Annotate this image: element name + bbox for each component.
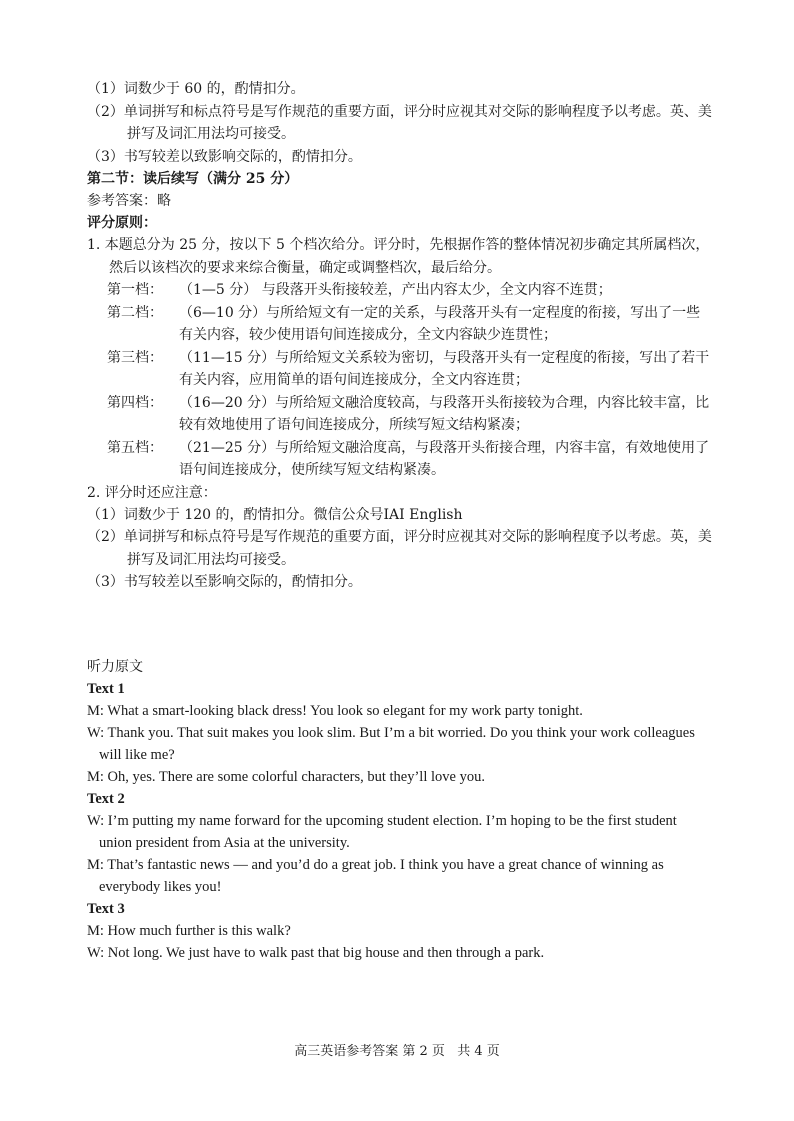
reference-answer: 参考答案：略 <box>87 193 171 209</box>
scoring-rule-2: 2. 评分时还应注意： <box>87 484 217 501</box>
tier-2 <box>107 302 712 347</box>
rule2-item-3: （3）书写较差以至影响交际的，酌情扣分。 <box>87 574 362 590</box>
section-gap <box>87 594 712 656</box>
text-1-title: Text 1 <box>87 680 125 697</box>
dialogue-line: M: Oh, yes. There are some colorful characters, but they’ll love you. <box>87 768 485 785</box>
dialogue-line: W: Thank you. That suit makes you look slim. But I’m a bit worried. Do you think your work colleagues will like me? <box>87 724 695 763</box>
note-1: （1）词数少于 60 的，酌情扣分。 <box>87 81 305 97</box>
tier-4 <box>107 392 712 437</box>
tier-label: 第一档： <box>107 282 163 298</box>
scoring-title: 评分原则： <box>87 215 157 231</box>
tier-text: （11—15 分）与所给短文关系较为密切，与段落开头有一定程度的衔接，写出了若干有关内容，应用简单的语句间连接成分，全文内容连贯； <box>179 349 710 388</box>
dialogue-line: W: I’m putting my name forward for the upcoming student election. I’m hoping to be the first student union president from Asia at the university. <box>87 812 677 851</box>
tier-1 <box>107 279 712 302</box>
tier-text: （16—20 分）与所给短文融洽度较高，与段落开头衔接较为合理，内容比较丰富，比较有效地使用了语句间连接成分，所续写短文结构紧凑； <box>179 394 710 433</box>
dialogue-line: W: Not long. We just have to walk past that big house and then through a park. <box>87 944 545 961</box>
tier-text: （1—5 分） 与段落开头衔接较差，产出内容太少，全文内容不连贯； <box>179 282 612 298</box>
tier-5 <box>107 437 712 482</box>
rule2-item-2: （2）单词拼写和标点符号是写作规范的重要方面，评分时应视其对交际的影响程度予以考虑。英，美拼写及词汇用法均可接受。 <box>87 529 712 568</box>
rule2-item-1: （1）词数少于 120 的，酌情扣分。微信公众号IAI English <box>87 506 463 523</box>
tier-label: 第四档： <box>107 394 163 411</box>
text-3-title: Text 3 <box>87 900 125 917</box>
dialogue-line: M: What a smart-looking black dress! You look so elegant for my work party tonight. <box>87 702 583 719</box>
note-3: （3）书写较差以致影响交际的，酌情扣分。 <box>87 148 362 165</box>
listening-title: 听力原文 <box>87 658 143 675</box>
scoring-rule-1: 1. 本题总分为 25 分，按以下 5 个档次给分。评分时，先根据作答的整体情况初步确定其所属档次，然后以该档次的要求来综合衡量，确定或调整档次，最后给分。 <box>87 237 710 276</box>
tier-label: 第三档： <box>107 349 163 366</box>
section-title: 第二节：读后续写（满分 25 分） <box>87 171 299 187</box>
page-content <box>87 78 712 964</box>
page-footer: 高三英语参考答案 第 2 页 共 4 页 <box>294 1044 500 1059</box>
tier-text: （6—10 分）与所给短文有一定的关系，与段落开头有一定程度的衔接，写出了一些有关内容，较少使用语句间连接成分，全文内容缺少连贯性； <box>179 304 701 343</box>
dialogue-line: M: That’s fantastic news — and you’d do a great job. I think you have a great chance of winning as everybody likes you! <box>87 856 664 895</box>
note-2: （2）单词拼写和标点符号是写作规范的重要方面，评分时应视其对交际的影响程度予以考虑。英、美拼写及词汇用法均可接受。 <box>87 103 712 142</box>
dialogue-line: M: How much further is this walk? <box>87 922 291 939</box>
tier-3 <box>107 347 712 392</box>
tier-label: 第五档： <box>107 439 163 456</box>
tier-text: （21—25 分）与所给短文融洽度高，与段落开头衔接合理，内容丰富，有效地使用了语句间连接成分，使所续写短文结构紧凑。 <box>179 439 710 478</box>
tier-label: 第二档： <box>107 304 163 321</box>
text-2-title: Text 2 <box>87 790 125 807</box>
